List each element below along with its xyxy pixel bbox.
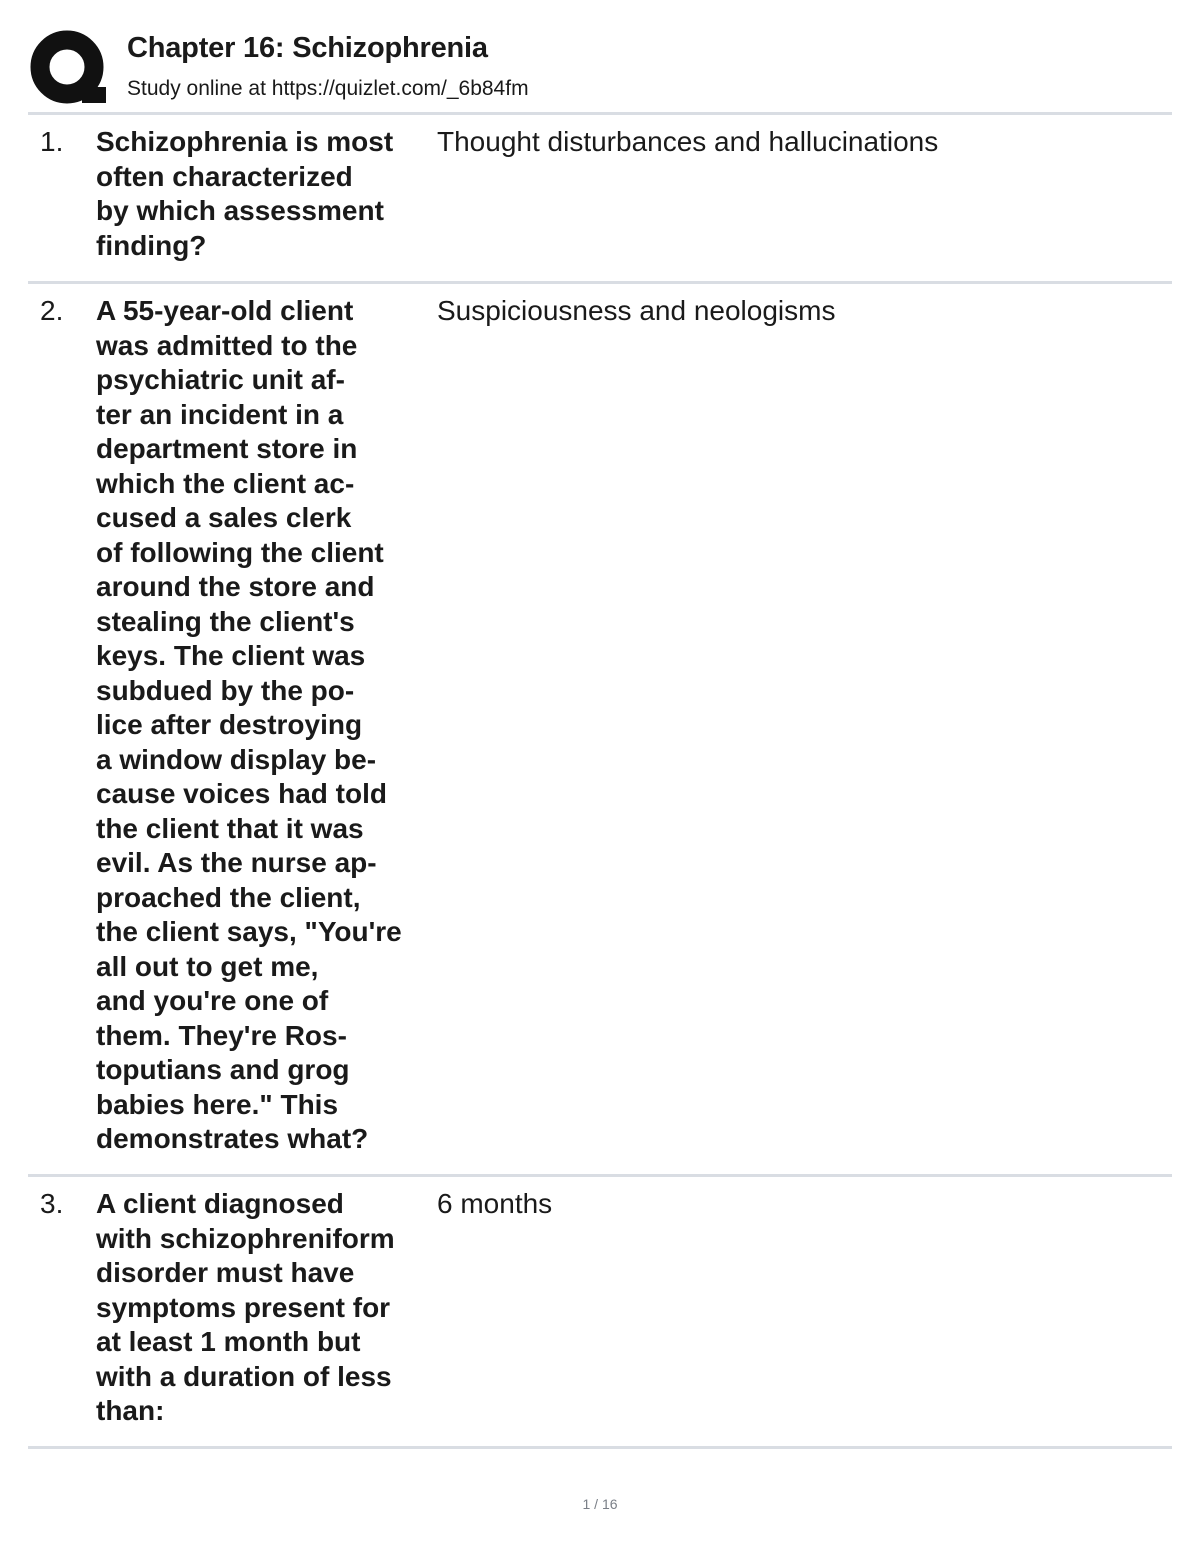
page-header	[28, 28, 1172, 112]
card-term: Schizophrenia is most often characterized by which assessment finding?	[96, 126, 394, 261]
study-link-text: Study online at https://quizlet.com/_6b84fm	[127, 77, 529, 100]
card-term: A 55-year-old client was admitted to the psychiatric unit af- ter an incident in a department store in which the client ac- cused a sales clerk of following the client around the store and stealing the client's keys. The client was subdued by the po- lice after destroying a window display be- cause voices had told the client that it was evil. As the nurse ap- proached the client, the client says, "You're all out to get me, and you're one of them. They're Ros- toputians and grog babies here." This demonstrates what?	[96, 295, 402, 1154]
card-definition: 6 months	[437, 1188, 553, 1219]
card-term: A client diagnosed with schizophreniform disorder must have symptoms present for at least 1 month but with a duration of less than:	[96, 1188, 395, 1426]
card-number: 3.	[40, 1188, 64, 1219]
divider	[28, 1446, 1172, 1449]
quizlet-logo-icon	[30, 30, 108, 108]
card-number: 1.	[40, 126, 64, 157]
divider	[28, 281, 1172, 284]
card-definition: Suspiciousness and neologisms	[437, 295, 836, 326]
page-title: Chapter 16: Schizophrenia	[127, 32, 488, 64]
card-number: 2.	[40, 295, 64, 326]
card-definition: Thought disturbances and hallucinations	[437, 126, 939, 157]
divider	[28, 112, 1172, 115]
page-number: 1 / 16	[582, 1496, 618, 1512]
divider	[28, 1174, 1172, 1177]
